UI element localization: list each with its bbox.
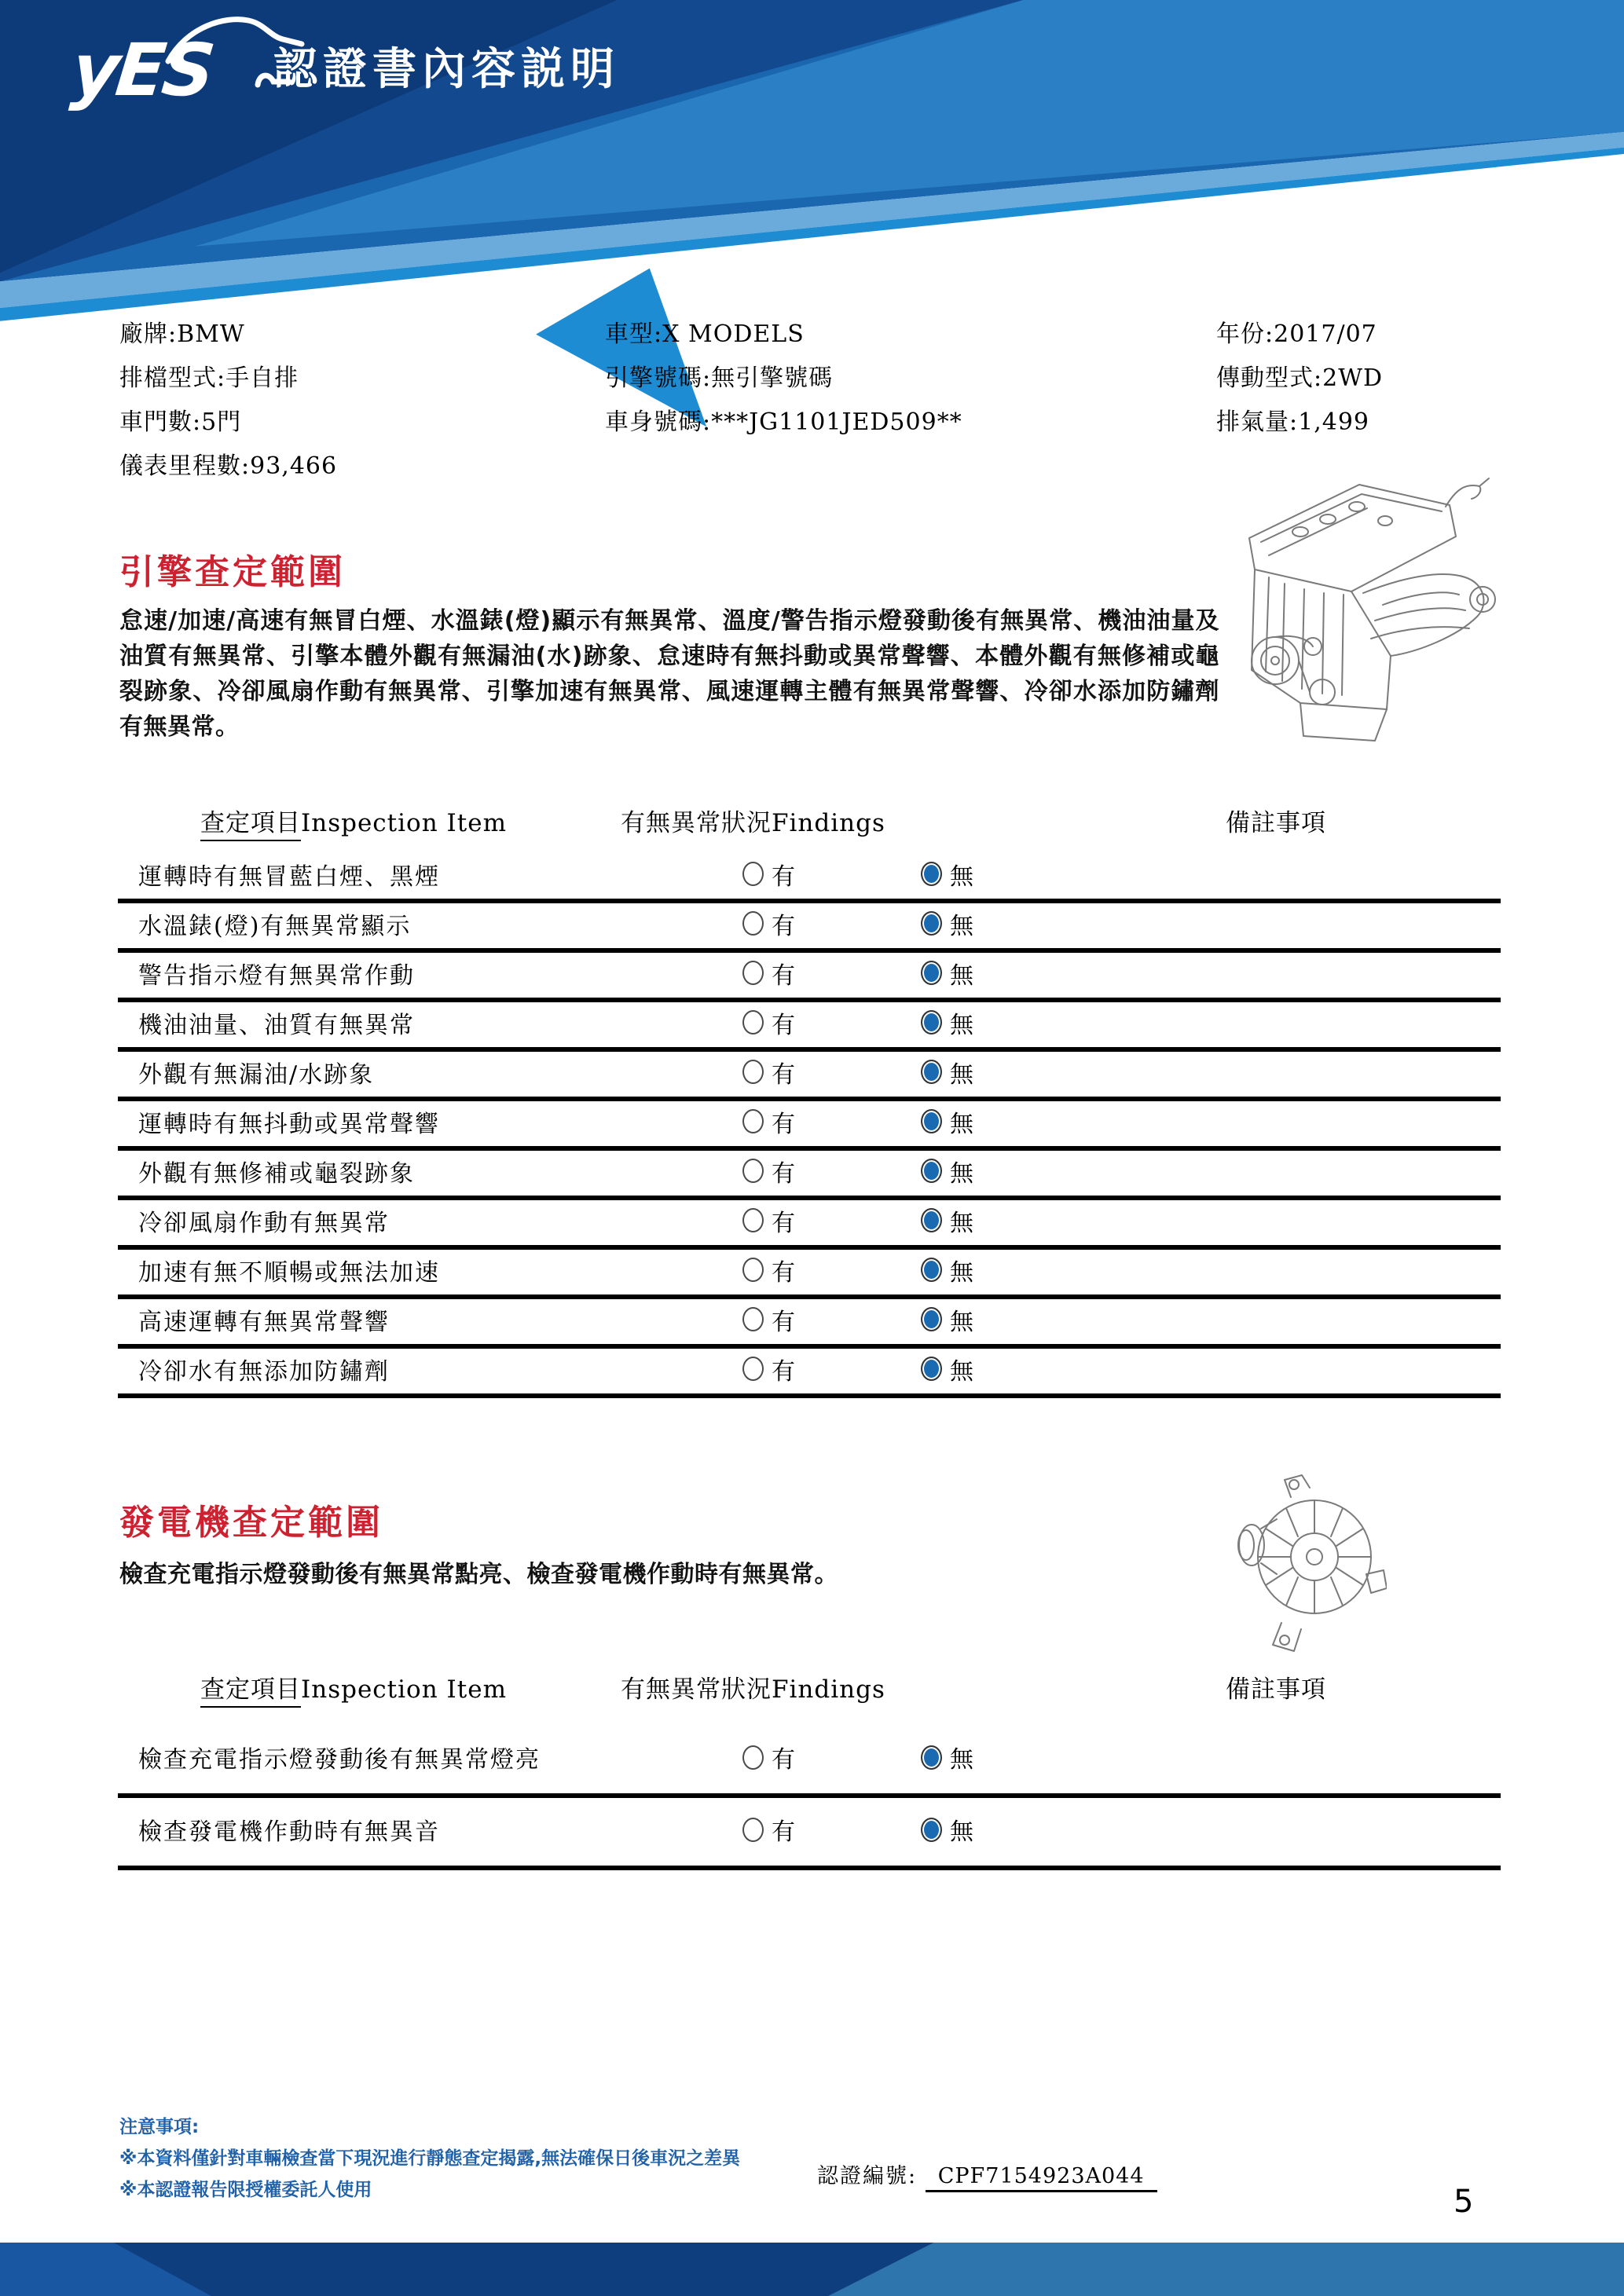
certificate-number: CPF7154923A044 xyxy=(926,2164,1157,2192)
info-value: 手自排 xyxy=(225,364,299,392)
radio-no-icon[interactable] xyxy=(921,1010,942,1034)
finding-option-no[interactable] xyxy=(921,854,973,894)
inspection-item-label: 檢查充電指示燈發動後有無異常燈亮 xyxy=(138,1746,541,1774)
page-title: 認證書內容説明 xyxy=(273,44,620,95)
info-label: 儀表里程數 xyxy=(119,452,241,480)
info-value: 2WD xyxy=(1322,364,1384,392)
radio-yes-label: 有 xyxy=(772,1308,795,1336)
finding-option-yes[interactable] xyxy=(742,854,795,894)
radio-yes-icon[interactable] xyxy=(742,1010,764,1034)
info-value: X MODELS xyxy=(662,320,805,348)
info-separator: : xyxy=(217,364,226,392)
certificate-label: 認證編號: xyxy=(817,2164,918,2188)
engine-section-title: 引擎查定範圍 xyxy=(119,552,346,592)
finding-option-yes[interactable] xyxy=(742,1200,795,1240)
vehicle-info-field xyxy=(119,357,337,401)
inspection-item-label: 外觀有無修補或龜裂跡象 xyxy=(138,1159,415,1188)
page-number: 5 xyxy=(1454,2184,1474,2220)
vehicle-info-column-1 xyxy=(119,313,337,489)
column-header-findings xyxy=(621,803,885,838)
radio-no-label: 無 xyxy=(950,1308,973,1336)
radio-no-label: 無 xyxy=(950,1110,973,1138)
info-separator: : xyxy=(241,452,251,480)
info-separator: : xyxy=(702,408,712,436)
inspection-item-label: 高速運轉有無異常聲響 xyxy=(138,1308,390,1336)
vehicle-info-column-3 xyxy=(1216,313,1383,445)
table-row xyxy=(118,1250,1501,1299)
radio-no-label: 無 xyxy=(950,1011,973,1039)
radio-yes-icon[interactable] xyxy=(742,1060,764,1084)
finding-option-no[interactable] xyxy=(921,953,973,993)
table-row xyxy=(118,1101,1501,1151)
finding-option-yes[interactable] xyxy=(742,903,795,943)
table-row xyxy=(118,1349,1501,1398)
vehicle-info-field xyxy=(1216,357,1383,401)
finding-option-no[interactable] xyxy=(921,1798,973,1861)
finding-option-no[interactable] xyxy=(921,1101,973,1141)
table-row xyxy=(118,953,1501,1002)
inspection-item-label: 運轉時有無冒藍白煙、黑煙 xyxy=(138,862,440,891)
info-separator: : xyxy=(1265,320,1274,348)
info-label: 傳動型式 xyxy=(1216,364,1314,392)
radio-yes-icon[interactable] xyxy=(742,862,764,886)
finding-option-no[interactable] xyxy=(921,1002,973,1042)
radio-yes-icon[interactable] xyxy=(742,1357,764,1381)
radio-yes-label: 有 xyxy=(772,961,795,990)
radio-no-label: 無 xyxy=(950,1258,973,1287)
info-value: 1,499 xyxy=(1298,408,1369,436)
certificate-number-block xyxy=(817,2159,1157,2189)
table-row xyxy=(118,1002,1501,1052)
table-row xyxy=(118,1798,1501,1870)
column-header-item-zh: 查定項目 xyxy=(200,1675,301,1708)
radio-no-icon[interactable] xyxy=(921,1060,942,1084)
inspection-item-label: 機油油量、油質有無異常 xyxy=(138,1011,415,1039)
inspection-item-label: 冷卻風扇作動有無異常 xyxy=(138,1209,390,1237)
table-row xyxy=(118,1726,1501,1798)
info-value: ***JG1101JED509** xyxy=(711,408,962,436)
info-separator: : xyxy=(1314,364,1323,392)
inspection-item-label: 警告指示燈有無異常作動 xyxy=(138,961,415,990)
vehicle-info-field xyxy=(119,313,337,357)
column-header-item xyxy=(200,1669,507,1705)
vehicle-info-field xyxy=(605,357,962,401)
yes-logo-text: yES xyxy=(68,28,216,112)
info-label: 廠牌 xyxy=(119,320,168,348)
radio-yes-icon[interactable] xyxy=(742,1109,764,1133)
column-header-item-zh: 查定項目 xyxy=(200,809,301,841)
inspection-item-label: 檢查發電機作動時有無異音 xyxy=(138,1818,440,1846)
info-separator: : xyxy=(654,320,663,348)
info-separator: : xyxy=(192,408,202,436)
info-separator: : xyxy=(702,364,712,392)
radio-yes-icon[interactable] xyxy=(742,1208,764,1232)
generator-section-title: 發電機查定範圍 xyxy=(119,1503,383,1543)
finding-option-yes[interactable] xyxy=(742,1151,795,1191)
notice-item: ※本資料僅針對車輛檢查當下現況進行靜態查定揭露,無法確保日後車況之差異 xyxy=(119,2148,741,2169)
vehicle-info-field xyxy=(119,401,337,445)
radio-yes-label: 有 xyxy=(772,862,795,891)
table-row xyxy=(118,1200,1501,1250)
info-label: 排檔型式 xyxy=(119,364,217,392)
engine-illustration xyxy=(1206,460,1512,758)
radio-no-icon[interactable] xyxy=(921,862,942,886)
table-row xyxy=(118,854,1501,903)
finding-option-no[interactable] xyxy=(921,1250,973,1290)
radio-no-label: 無 xyxy=(950,961,973,990)
radio-no-label: 無 xyxy=(950,1209,973,1237)
info-value: 93,466 xyxy=(250,452,338,480)
column-header-findings xyxy=(621,1669,885,1705)
radio-no-label: 無 xyxy=(950,1746,973,1774)
column-header-item-en: Inspection Item xyxy=(301,809,507,837)
column-header-findings-en: Findings xyxy=(772,1675,885,1704)
column-header-item xyxy=(200,803,507,838)
info-value: 2017/07 xyxy=(1274,320,1377,348)
notice-title: 注意事項: xyxy=(119,2117,200,2137)
vehicle-info-column-2 xyxy=(605,313,962,445)
column-header-remarks: 備註事項 xyxy=(1226,809,1326,837)
vehicle-info-field xyxy=(1216,401,1383,445)
column-header-findings-zh: 有無異常狀況 xyxy=(621,809,772,837)
finding-option-no[interactable] xyxy=(921,1200,973,1240)
radio-yes-label: 有 xyxy=(772,1159,795,1188)
finding-option-no[interactable] xyxy=(921,1151,973,1191)
radio-yes-icon[interactable] xyxy=(742,911,764,936)
finding-option-yes[interactable] xyxy=(742,1002,795,1042)
radio-yes-label: 有 xyxy=(772,1357,795,1386)
radio-no-icon[interactable] xyxy=(921,1159,942,1183)
radio-yes-label: 有 xyxy=(772,1060,795,1089)
info-label: 引擎號碼 xyxy=(605,364,702,392)
radio-yes-icon[interactable] xyxy=(742,1307,764,1331)
finding-option-yes[interactable] xyxy=(742,1299,795,1339)
vehicle-info-field xyxy=(1216,313,1383,357)
radio-no-label: 無 xyxy=(950,1357,973,1386)
vehicle-info-field xyxy=(605,401,962,445)
inspection-item-label: 加速有無不順暢或無法加速 xyxy=(138,1258,440,1287)
inspection-item-label: 水溫錶(燈)有無異常顯示 xyxy=(138,912,412,940)
info-label: 年份 xyxy=(1216,320,1265,348)
finding-option-no[interactable] xyxy=(921,1726,973,1789)
radio-no-label: 無 xyxy=(950,1159,973,1188)
info-label: 車身號碼 xyxy=(605,408,702,436)
finding-option-no[interactable] xyxy=(921,1299,973,1339)
yes-logo xyxy=(69,20,289,115)
inspection-item-label: 運轉時有無抖動或異常聲響 xyxy=(138,1110,440,1138)
alternator-illustration xyxy=(1222,1463,1387,1663)
radio-no-icon[interactable] xyxy=(921,1818,942,1842)
radio-yes-icon[interactable] xyxy=(742,1159,764,1183)
radio-no-icon[interactable] xyxy=(921,1258,942,1282)
radio-yes-icon[interactable] xyxy=(742,1745,764,1770)
radio-no-label: 無 xyxy=(950,862,973,891)
notice-block xyxy=(119,2111,740,2206)
finding-option-yes[interactable] xyxy=(742,953,795,993)
info-label: 車門數 xyxy=(119,408,192,436)
radio-yes-label: 有 xyxy=(772,1011,795,1039)
info-label: 車型 xyxy=(605,320,654,348)
radio-yes-label: 有 xyxy=(772,1258,795,1287)
info-label: 排氣量 xyxy=(1216,408,1289,436)
finding-option-yes[interactable] xyxy=(742,1101,795,1141)
engine-inspection-table xyxy=(118,854,1501,1398)
inspection-item-label: 冷卻水有無添加防鏽劑 xyxy=(138,1357,390,1386)
column-header-findings-en: Findings xyxy=(772,809,885,837)
table-row xyxy=(118,1151,1501,1200)
radio-no-icon[interactable] xyxy=(921,1357,942,1381)
finding-option-yes[interactable] xyxy=(742,1349,795,1389)
radio-yes-label: 有 xyxy=(772,1110,795,1138)
finding-option-yes[interactable] xyxy=(742,1250,795,1290)
radio-yes-icon[interactable] xyxy=(742,1258,764,1282)
table-row xyxy=(118,1299,1501,1349)
column-header-findings-zh: 有無異常狀況 xyxy=(621,1675,772,1704)
radio-yes-icon[interactable] xyxy=(742,1818,764,1842)
page-footer xyxy=(0,2243,1624,2296)
info-separator: : xyxy=(1289,408,1299,436)
radio-yes-icon[interactable] xyxy=(742,961,764,985)
vehicle-info-field xyxy=(119,445,337,489)
finding-option-yes[interactable] xyxy=(742,1798,795,1861)
radio-yes-label: 有 xyxy=(772,1746,795,1774)
engine-section-description: 怠速/加速/高速有無冒白煙、水溫錶(燈)顯示有無異常、溫度/警告指示燈發動後有無異常、機油油量及油質有無異常、引擎本體外觀有無漏油(水)跡象、怠速時有無抖動或異常聲響、本體外觀有無修補或龜裂跡象、冷卻風扇作動有無異常、引擎加速有無異常、風速運轉主體有無異常聲響、冷卻水添加防鏽劑有無異常。 xyxy=(119,607,1219,741)
inspection-item-label: 外觀有無漏油/水跡象 xyxy=(138,1060,375,1089)
finding-option-yes[interactable] xyxy=(742,1726,795,1789)
radio-no-icon[interactable] xyxy=(921,1745,942,1770)
column-header-item-en: Inspection Item xyxy=(301,1675,507,1704)
radio-yes-label: 有 xyxy=(772,1209,795,1237)
table-row xyxy=(118,903,1501,953)
radio-no-label: 無 xyxy=(950,1818,973,1846)
column-header-remarks: 備註事項 xyxy=(1226,1675,1326,1704)
radio-no-icon[interactable] xyxy=(921,1307,942,1331)
radio-no-icon[interactable] xyxy=(921,1109,942,1133)
table-row xyxy=(118,1052,1501,1101)
info-value: BMW xyxy=(177,320,245,348)
radio-no-icon[interactable] xyxy=(921,911,942,936)
finding-option-no[interactable] xyxy=(921,903,973,943)
finding-option-yes[interactable] xyxy=(742,1052,795,1092)
radio-yes-label: 有 xyxy=(772,912,795,940)
notice-item: ※本認證報告限授權委託人使用 xyxy=(119,2180,372,2200)
generator-section-description: 檢查充電指示燈發動後有無異常點亮、檢查發電機作動時有無異常。 xyxy=(119,1561,838,1588)
finding-option-no[interactable] xyxy=(921,1052,973,1092)
radio-no-icon[interactable] xyxy=(921,961,942,985)
radio-no-label: 無 xyxy=(950,1060,973,1089)
generator-inspection-table xyxy=(118,1726,1501,1870)
radio-yes-label: 有 xyxy=(772,1818,795,1846)
info-separator: : xyxy=(168,320,178,348)
finding-option-no[interactable] xyxy=(921,1349,973,1389)
vehicle-info-field xyxy=(605,313,962,357)
radio-no-label: 無 xyxy=(950,912,973,940)
info-value: 無引擎號碼 xyxy=(711,364,834,392)
radio-no-icon[interactable] xyxy=(921,1208,942,1232)
info-value: 5門 xyxy=(201,408,242,436)
